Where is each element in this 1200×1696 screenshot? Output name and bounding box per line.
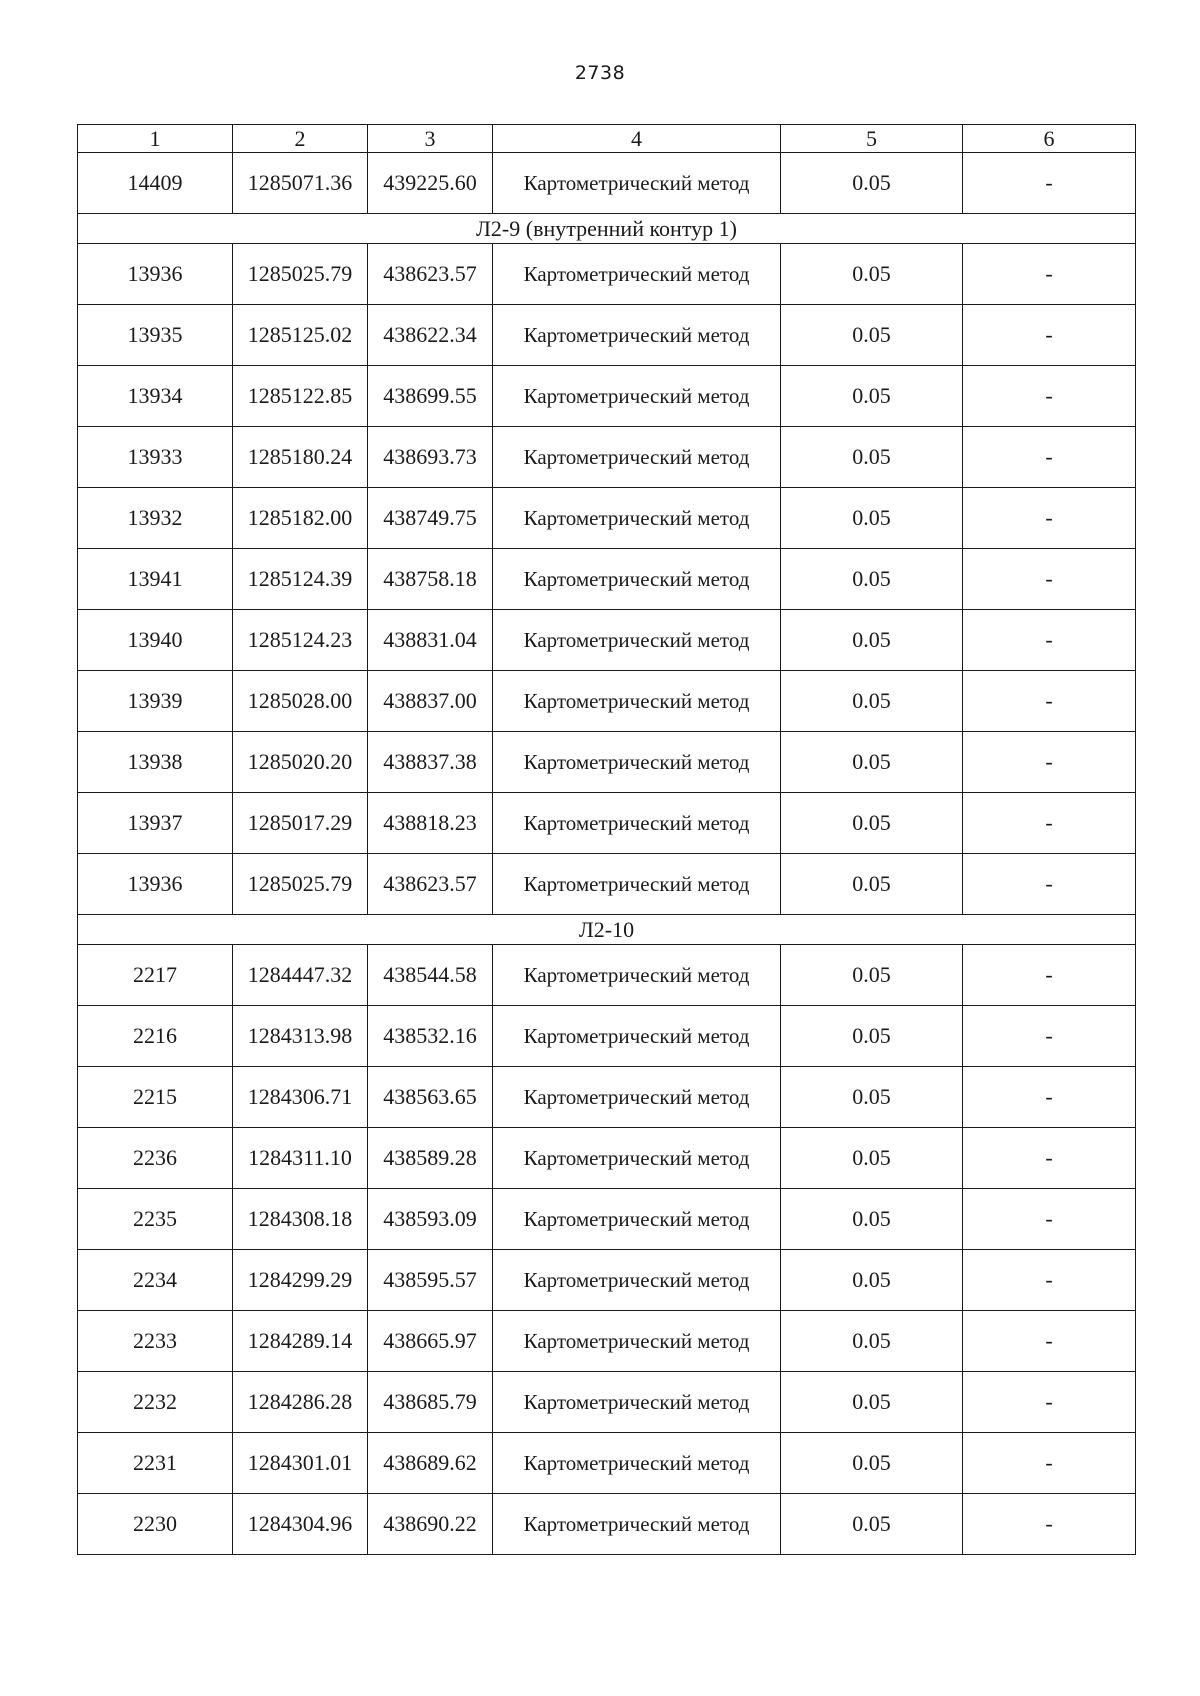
note-cell: -	[963, 854, 1136, 915]
note-cell: -	[963, 153, 1136, 214]
y-coordinate-cell: 438818.23	[368, 793, 493, 854]
x-coordinate-cell: 1285124.23	[233, 610, 368, 671]
accuracy-cell: 0.05	[781, 244, 963, 305]
table-row	[78, 305, 1136, 366]
x-coordinate-cell: 1285180.24	[233, 427, 368, 488]
accuracy-cell: 0.05	[781, 945, 963, 1006]
accuracy-cell: 0.05	[781, 671, 963, 732]
method-cell: Картометрический метод	[493, 305, 781, 366]
page-number: 2738	[574, 62, 626, 84]
table-row	[78, 1494, 1136, 1555]
method-cell: Картометрический метод	[493, 1006, 781, 1067]
method-cell: Картометрический метод	[493, 610, 781, 671]
note-cell: -	[963, 1250, 1136, 1311]
table-row	[78, 1433, 1136, 1494]
note-cell: -	[963, 366, 1136, 427]
point-number-cell: 13934	[78, 366, 233, 427]
x-coordinate-cell: 1284311.10	[233, 1128, 368, 1189]
section-row	[78, 915, 1136, 945]
method-cell: Картометрический метод	[493, 1128, 781, 1189]
table-row	[78, 610, 1136, 671]
y-coordinate-cell: 438665.97	[368, 1311, 493, 1372]
accuracy-cell: 0.05	[781, 153, 963, 214]
table-row	[78, 366, 1136, 427]
point-number-cell: 2235	[78, 1189, 233, 1250]
accuracy-cell: 0.05	[781, 732, 963, 793]
x-coordinate-cell: 1285125.02	[233, 305, 368, 366]
coordinates-table	[77, 124, 1136, 1555]
y-coordinate-cell: 438593.09	[368, 1189, 493, 1250]
point-number-cell: 13937	[78, 793, 233, 854]
note-cell: -	[963, 488, 1136, 549]
note-cell: -	[963, 1372, 1136, 1433]
method-cell: Картометрический метод	[493, 366, 781, 427]
point-number-cell: 2232	[78, 1372, 233, 1433]
y-coordinate-cell: 438623.57	[368, 854, 493, 915]
table-row	[78, 153, 1136, 214]
point-number-cell: 13936	[78, 244, 233, 305]
note-cell: -	[963, 427, 1136, 488]
x-coordinate-cell: 1284306.71	[233, 1067, 368, 1128]
note-cell: -	[963, 1006, 1136, 1067]
method-cell: Картометрический метод	[493, 671, 781, 732]
point-number-cell: 2234	[78, 1250, 233, 1311]
point-number-cell: 13941	[78, 549, 233, 610]
method-cell: Картометрический метод	[493, 854, 781, 915]
accuracy-cell: 0.05	[781, 1311, 963, 1372]
accuracy-cell: 0.05	[781, 1433, 963, 1494]
method-cell: Картометрический метод	[493, 244, 781, 305]
note-cell: -	[963, 1311, 1136, 1372]
y-coordinate-cell: 438623.57	[368, 244, 493, 305]
table-row	[78, 945, 1136, 1006]
point-number-cell: 13940	[78, 610, 233, 671]
accuracy-cell: 0.05	[781, 1372, 963, 1433]
x-coordinate-cell: 1284313.98	[233, 1006, 368, 1067]
y-coordinate-cell: 438837.38	[368, 732, 493, 793]
method-cell: Картометрический метод	[493, 1189, 781, 1250]
x-coordinate-cell: 1285182.00	[233, 488, 368, 549]
y-coordinate-cell: 438758.18	[368, 549, 493, 610]
table-row	[78, 488, 1136, 549]
y-coordinate-cell: 438685.79	[368, 1372, 493, 1433]
x-coordinate-cell: 1284289.14	[233, 1311, 368, 1372]
table-row	[78, 1006, 1136, 1067]
accuracy-cell: 0.05	[781, 854, 963, 915]
table-row	[78, 854, 1136, 915]
table-row	[78, 1189, 1136, 1250]
method-cell: Картометрический метод	[493, 1067, 781, 1128]
table-body	[78, 125, 1136, 1555]
note-cell: -	[963, 732, 1136, 793]
x-coordinate-cell: 1285071.36	[233, 153, 368, 214]
point-number-cell: 14409	[78, 153, 233, 214]
y-coordinate-cell: 438589.28	[368, 1128, 493, 1189]
x-coordinate-cell: 1285025.79	[233, 854, 368, 915]
method-cell: Картометрический метод	[493, 1372, 781, 1433]
note-cell: -	[963, 244, 1136, 305]
x-coordinate-cell: 1284301.01	[233, 1433, 368, 1494]
section-row	[78, 214, 1136, 244]
column-header: 2	[233, 125, 368, 153]
note-cell: -	[963, 549, 1136, 610]
note-cell: -	[963, 1067, 1136, 1128]
note-cell: -	[963, 793, 1136, 854]
table-row	[78, 732, 1136, 793]
y-coordinate-cell: 438699.55	[368, 366, 493, 427]
y-coordinate-cell: 438544.58	[368, 945, 493, 1006]
y-coordinate-cell: 438563.65	[368, 1067, 493, 1128]
section-title: Л2-10	[78, 915, 1136, 945]
method-cell: Картометрический метод	[493, 945, 781, 1006]
note-cell: -	[963, 1433, 1136, 1494]
y-coordinate-cell: 438693.73	[368, 427, 493, 488]
column-header: 1	[78, 125, 233, 153]
point-number-cell: 2216	[78, 1006, 233, 1067]
point-number-cell: 13932	[78, 488, 233, 549]
accuracy-cell: 0.05	[781, 1250, 963, 1311]
point-number-cell: 2215	[78, 1067, 233, 1128]
point-number-cell: 2236	[78, 1128, 233, 1189]
y-coordinate-cell: 438622.34	[368, 305, 493, 366]
accuracy-cell: 0.05	[781, 366, 963, 427]
point-number-cell: 2217	[78, 945, 233, 1006]
x-coordinate-cell: 1284308.18	[233, 1189, 368, 1250]
y-coordinate-cell: 438689.62	[368, 1433, 493, 1494]
point-number-cell: 2231	[78, 1433, 233, 1494]
table-row	[78, 1250, 1136, 1311]
point-number-cell: 13938	[78, 732, 233, 793]
point-number-cell: 2233	[78, 1311, 233, 1372]
table-row	[78, 1128, 1136, 1189]
x-coordinate-cell: 1284304.96	[233, 1494, 368, 1555]
note-cell: -	[963, 945, 1136, 1006]
table-row	[78, 671, 1136, 732]
method-cell: Картометрический метод	[493, 793, 781, 854]
accuracy-cell: 0.05	[781, 1494, 963, 1555]
note-cell: -	[963, 671, 1136, 732]
note-cell: -	[963, 1494, 1136, 1555]
y-coordinate-cell: 438532.16	[368, 1006, 493, 1067]
column-header: 3	[368, 125, 493, 153]
x-coordinate-cell: 1284299.29	[233, 1250, 368, 1311]
note-cell: -	[963, 610, 1136, 671]
x-coordinate-cell: 1285124.39	[233, 549, 368, 610]
point-number-cell: 13933	[78, 427, 233, 488]
note-cell: -	[963, 305, 1136, 366]
x-coordinate-cell: 1285122.85	[233, 366, 368, 427]
accuracy-cell: 0.05	[781, 793, 963, 854]
table-row	[78, 427, 1136, 488]
table-row	[78, 1372, 1136, 1433]
method-cell: Картометрический метод	[493, 1311, 781, 1372]
table-row	[78, 244, 1136, 305]
column-header: 5	[781, 125, 963, 153]
accuracy-cell: 0.05	[781, 427, 963, 488]
accuracy-cell: 0.05	[781, 610, 963, 671]
method-cell: Картометрический метод	[493, 1433, 781, 1494]
table-row	[78, 793, 1136, 854]
section-title: Л2-9 (внутренний контур 1)	[78, 214, 1136, 244]
method-cell: Картометрический метод	[493, 1494, 781, 1555]
table-row	[78, 1311, 1136, 1372]
method-cell: Картометрический метод	[493, 549, 781, 610]
accuracy-cell: 0.05	[781, 1006, 963, 1067]
note-cell: -	[963, 1189, 1136, 1250]
column-header: 4	[493, 125, 781, 153]
x-coordinate-cell: 1285028.00	[233, 671, 368, 732]
accuracy-cell: 0.05	[781, 1189, 963, 1250]
y-coordinate-cell: 439225.60	[368, 153, 493, 214]
method-cell: Картометрический метод	[493, 488, 781, 549]
point-number-cell: 13939	[78, 671, 233, 732]
accuracy-cell: 0.05	[781, 305, 963, 366]
accuracy-cell: 0.05	[781, 549, 963, 610]
point-number-cell: 13935	[78, 305, 233, 366]
x-coordinate-cell: 1285025.79	[233, 244, 368, 305]
x-coordinate-cell: 1284286.28	[233, 1372, 368, 1433]
accuracy-cell: 0.05	[781, 1067, 963, 1128]
x-coordinate-cell: 1284447.32	[233, 945, 368, 1006]
column-header: 6	[963, 125, 1136, 153]
x-coordinate-cell: 1285017.29	[233, 793, 368, 854]
table-row	[78, 1067, 1136, 1128]
point-number-cell: 13936	[78, 854, 233, 915]
method-cell: Картометрический метод	[493, 427, 781, 488]
x-coordinate-cell: 1285020.20	[233, 732, 368, 793]
method-cell: Картометрический метод	[493, 153, 781, 214]
note-cell: -	[963, 1128, 1136, 1189]
header-row	[78, 125, 1136, 153]
y-coordinate-cell: 438595.57	[368, 1250, 493, 1311]
accuracy-cell: 0.05	[781, 1128, 963, 1189]
y-coordinate-cell: 438749.75	[368, 488, 493, 549]
point-number-cell: 2230	[78, 1494, 233, 1555]
y-coordinate-cell: 438831.04	[368, 610, 493, 671]
y-coordinate-cell: 438690.22	[368, 1494, 493, 1555]
table-row	[78, 549, 1136, 610]
method-cell: Картометрический метод	[493, 732, 781, 793]
y-coordinate-cell: 438837.00	[368, 671, 493, 732]
accuracy-cell: 0.05	[781, 488, 963, 549]
method-cell: Картометрический метод	[493, 1250, 781, 1311]
